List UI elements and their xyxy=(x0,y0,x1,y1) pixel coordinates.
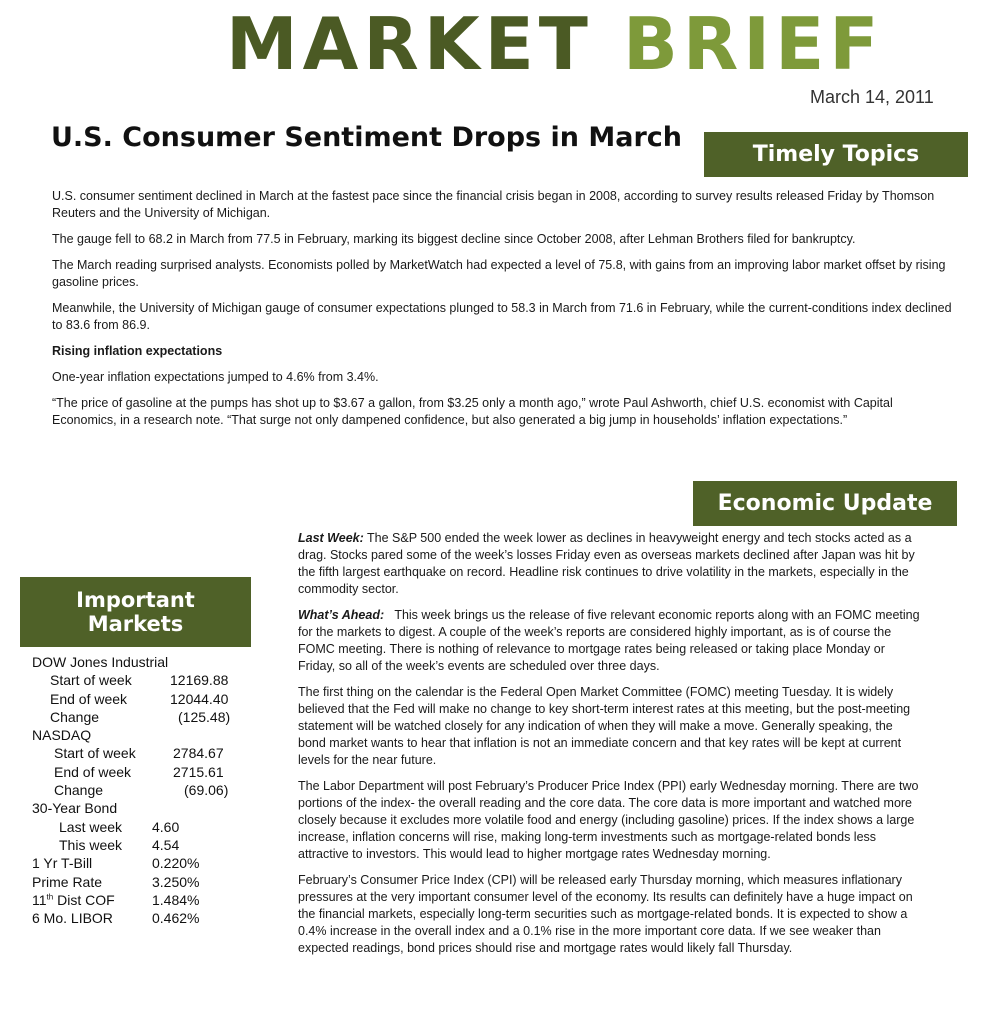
issue-date: March 14, 2011 xyxy=(810,87,934,107)
important-markets-banner xyxy=(20,577,251,647)
econ-paragraph: The Labor Department will post February’s Producer Price Index (PPI) early Wednesday morning. There are two portions of the index- the overall reading and the core data. The core data is more important and watched more closely because it excludes more volatile food and energy (including gasoline) prices. If the index shows a large increase, inflation concerns will rise, making long-term investments such as mortgage-related bonds less attractive to investors. This would lead to higher mortgage rates Wednesday morning. xyxy=(298,779,919,861)
dow-start-value: 12169.88 xyxy=(170,672,229,689)
cof-label-number: 11 xyxy=(32,891,47,908)
cof-value: 1.484% xyxy=(152,891,200,908)
masthead-word-brief: BRIEF xyxy=(622,2,884,86)
dow-end-row xyxy=(32,690,262,708)
bond-label: 30-Year Bond xyxy=(32,800,118,817)
prime-value: 3.250% xyxy=(152,873,200,890)
libor-label: 6 Mo. LIBOR xyxy=(32,910,113,927)
libor-row xyxy=(32,909,262,927)
article-body xyxy=(52,188,952,438)
nasdaq-change-value: (69.06) xyxy=(184,782,229,799)
economic-update-label: Economic Update xyxy=(717,491,933,516)
dow-start-row xyxy=(32,671,262,689)
bond-this-row xyxy=(32,836,262,854)
nasdaq-end-row xyxy=(32,763,262,781)
dow-end-value: 12044.40 xyxy=(170,690,229,707)
article-paragraph: The gauge fell to 68.2 in March from 77.5 in February, marking its biggest decline since October 2008, after Lehman Brothers filed for bankruptcy. xyxy=(52,232,856,246)
bond-this-label: This week xyxy=(59,836,123,853)
timely-topics-banner xyxy=(704,132,968,177)
cof-label xyxy=(32,891,152,909)
dow-label: DOW Jones Industrial xyxy=(32,654,169,670)
masthead-word-market: MARKET xyxy=(226,2,593,86)
dow-end-label: End of week xyxy=(50,690,128,707)
nasdaq-change-label: Change xyxy=(54,782,104,799)
article-paragraph: One-year inflation expectations jumped to 4.6% from 3.4%. xyxy=(52,370,379,384)
last-week-paragraph xyxy=(298,530,923,598)
dow-heading xyxy=(32,653,262,671)
cof-label-suffix: th xyxy=(46,892,54,902)
nasdaq-change-row xyxy=(32,781,262,799)
bond-this-value: 4.54 xyxy=(152,836,180,853)
nasdaq-heading xyxy=(32,726,262,744)
masthead-title xyxy=(226,2,883,86)
nasdaq-start-label: Start of week xyxy=(54,745,136,762)
whats-ahead-text: This week brings us the release of five relevant economic reports along with an FOMC meeting for the markets to digest. A couple of the week’s reports are considered highly important, as is of course the FOMC meeting. There is nothing of relevance to mortgage rates being released or taking place Monday or Friday, so all of the week’s events are scheduled over three days. xyxy=(298,608,924,673)
nasdaq-start-value: 2784.67 xyxy=(173,745,224,762)
dow-start-label: Start of week xyxy=(50,672,132,689)
econ-paragraph: February’s Consumer Price Index (CPI) will be released early Thursday morning, which measures inflationary pressures at the very important consumer level of the economy. Its results can definitely have a huge impact on the financial markets, especially long-term securities such as mortgage-related bonds. It is expected to show a 0.4% increase in the overall index and a 0.1% rise in the more important core data. If we see weaker than expected readings, bond prices should rise and mortgage rates would likely fall Thursday. xyxy=(298,873,913,955)
whats-ahead-label: What’s Ahead: xyxy=(298,608,385,622)
nasdaq-end-label: End of week xyxy=(54,763,132,780)
cof-row xyxy=(32,891,262,909)
last-week-label: Last Week: xyxy=(298,531,364,545)
economic-update-banner xyxy=(693,481,957,526)
tbill-value: 0.220% xyxy=(152,855,200,872)
nasdaq-start-row xyxy=(32,744,262,762)
econ-paragraph: The first thing on the calendar is the Federal Open Market Committee (FOMC) meeting Tuesday. It is widely believed that the Fed will make no change to key short-term interest rates at this meeting, but the post-meeting statement will be watched closely for any indication of when they will make a move. Generally speaking, the bond market wants to hear that inflation is not an immediate concern and that key rates will be kept at current levels for the near future. xyxy=(298,685,911,767)
bond-last-value: 4.60 xyxy=(152,818,180,835)
bond-last-label: Last week xyxy=(59,818,123,835)
tbill-row xyxy=(32,854,262,872)
economic-update-body xyxy=(298,530,923,966)
libor-value: 0.462% xyxy=(152,910,200,927)
nasdaq-label: NASDAQ xyxy=(32,727,92,744)
whats-ahead-paragraph xyxy=(298,607,923,675)
dow-change-row xyxy=(32,708,262,726)
article-subheading: Rising inflation expectations xyxy=(52,344,223,358)
bond-last-row xyxy=(32,818,262,836)
prime-row xyxy=(32,873,262,891)
markets-table xyxy=(32,653,262,927)
bond-heading xyxy=(32,799,262,817)
cof-label-text: Dist COF xyxy=(53,891,115,908)
article-paragraph: Meanwhile, the University of Michigan gauge of consumer expectations plunged to 58.3 in March from 71.6 in February, while the current-conditions index declined to 83.6 from 86.9. xyxy=(52,301,952,332)
dow-change-label: Change xyxy=(50,708,100,725)
article-paragraph: “The price of gasoline at the pumps has shot up to $3.67 a gallon, from $3.25 only a month ago,” wrote Paul Ashworth, chief U.S. economist with Capital Economics, in a research note. “That surge not only dampened confidence, but also generated a big jump in households’ inflation expectations.” xyxy=(52,396,893,427)
article-paragraph: U.S. consumer sentiment declined in March at the fastest pace since the financial crisis began in 2008, according to survey results released Friday by Thomson Reuters and the University of Michigan. xyxy=(52,189,935,220)
dow-change-value: (125.48) xyxy=(178,708,231,725)
important-markets-label-line1: Important xyxy=(76,588,195,612)
article-paragraph: The March reading surprised analysts. Economists polled by MarketWatch had expected a level of 75.8, with gains from an improving labor market offset by rising gasoline prices. xyxy=(52,258,946,289)
tbill-label: 1 Yr T-Bill xyxy=(32,855,93,872)
nasdaq-end-value: 2715.61 xyxy=(173,763,224,780)
last-week-text: The S&P 500 ended the week lower as declines in heavyweight energy and tech stocks acted as a drag. Stocks pared some of the week’s losses Friday even as overseas markets declined after Japan was hit by the fifth largest earthquake on record. Headline risk continues to drive volatility in the markets, especially in the commodity sector. xyxy=(298,531,915,596)
timely-topics-label: Timely Topics xyxy=(752,142,920,167)
article-headline: U.S. Consumer Sentiment Drops in March xyxy=(51,122,683,153)
prime-label: Prime Rate xyxy=(32,873,103,890)
important-markets-label-line2: Markets xyxy=(87,612,184,636)
